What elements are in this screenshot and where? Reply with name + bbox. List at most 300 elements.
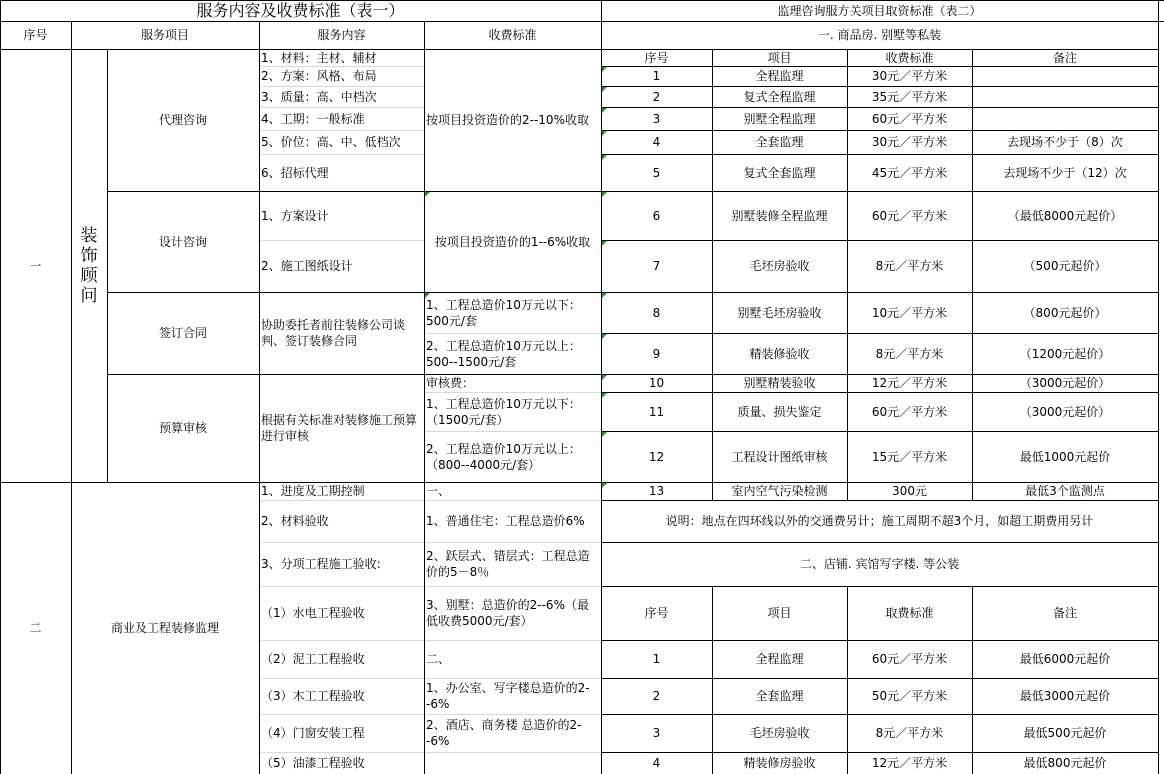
grid-line <box>972 49 973 500</box>
t2-header1-item[interactable] <box>712 49 847 66</box>
group1-name[interactable] <box>71 49 107 482</box>
t2-row8-fee[interactable] <box>847 292 972 333</box>
t2-row13-no-text: 13 <box>648 484 665 498</box>
grid-line <box>601 107 1158 108</box>
t2-row2-fee-text: 35元／平方米 <box>871 89 948 104</box>
t2-row2-2-no[interactable] <box>601 678 712 714</box>
t2-row7-note[interactable] <box>972 240 1158 292</box>
t2-row6-item-text: 别墅装修全程监理 <box>731 208 828 223</box>
group1-no-text: 一 <box>29 258 42 273</box>
sub3-fee2[interactable] <box>424 333 601 374</box>
sub4-name[interactable] <box>107 374 259 482</box>
header-item-text: 服务项目 <box>140 28 189 42</box>
sub4-content-text: 根据有关标准对装修施工预算进行审核 <box>261 413 418 443</box>
t2-row12-no[interactable] <box>601 431 712 482</box>
t2-row4-no-text: 4 <box>652 135 661 149</box>
t2-row2-1-no-text: 1 <box>652 652 661 666</box>
t2-row2-1-item-text: 全程监理 <box>755 652 804 666</box>
t2-row2-fee[interactable] <box>847 86 972 107</box>
group2-content-6[interactable] <box>259 714 424 752</box>
t2-row10-note[interactable] <box>972 374 1158 392</box>
t2-header1-fee-text: 收费标准 <box>885 50 934 65</box>
t2-row10-fee-text: 12元／平方米 <box>871 376 948 390</box>
sub1-content-4-text: 5、价位：高、中、低档次 <box>261 135 401 149</box>
header-content-text: 服务内容 <box>317 28 366 42</box>
t2-row2-4-fee-text: 12元／平方米 <box>871 756 948 770</box>
table2-section1[interactable] <box>601 21 1158 49</box>
comment-marker-icon <box>602 87 607 92</box>
t2-row12-no-text: 12 <box>648 449 665 464</box>
grid-line <box>601 86 1158 87</box>
t2-row13-note-text: 最低3个监测点 <box>1025 484 1105 498</box>
t2-row7-no[interactable] <box>601 240 712 292</box>
grid-line <box>259 66 424 67</box>
grid-line <box>424 333 601 334</box>
comment-marker-icon <box>602 67 607 72</box>
t2-row9-note[interactable] <box>972 333 1158 374</box>
group2-content-3[interactable] <box>259 586 424 640</box>
group2-fee-7[interactable] <box>424 752 601 774</box>
t2-row11-item[interactable] <box>712 392 847 431</box>
t2-row3-item[interactable] <box>712 107 847 130</box>
group2-content-4-text: （2）泥工工程验收 <box>261 652 365 666</box>
grid-line <box>601 586 1158 587</box>
grid-line <box>601 500 1158 501</box>
t2-row5-no[interactable] <box>601 154 712 191</box>
t2-row2-2-item[interactable] <box>712 678 847 714</box>
grid-line <box>259 240 424 241</box>
grid-line <box>1158 0 1159 774</box>
grid-line <box>601 0 602 774</box>
t2-row3-fee-text: 60元／平方米 <box>871 111 948 126</box>
comment-marker-icon <box>425 293 430 298</box>
grid-line <box>847 49 848 500</box>
grid-line <box>424 586 601 587</box>
t2-row4-item[interactable] <box>712 130 847 154</box>
t2-row3-no[interactable] <box>601 107 712 130</box>
sub4-content[interactable] <box>259 374 424 482</box>
t2-row12-fee[interactable] <box>847 431 972 482</box>
t2-row1-no[interactable] <box>601 66 712 86</box>
t2-row2-3-fee-text: 8元／平方米 <box>875 726 944 740</box>
header-fee[interactable] <box>424 21 601 49</box>
group2-no-text: 二 <box>29 621 42 635</box>
t2-row2-4-note[interactable] <box>972 752 1158 774</box>
grid-line <box>107 292 601 293</box>
comment-marker-icon <box>602 375 607 380</box>
sub2-content-1[interactable] <box>259 240 424 292</box>
grid-line <box>259 586 424 587</box>
group2-fee-6[interactable] <box>424 714 601 752</box>
t2-row5-item[interactable] <box>712 154 847 191</box>
table1-title[interactable] <box>0 0 601 21</box>
comment-marker-icon <box>602 241 607 246</box>
group1-no[interactable] <box>0 49 71 482</box>
grid-line <box>107 49 108 482</box>
table2-section2-text: 二、店铺. 宾馆写字楼. 等公装 <box>799 557 960 571</box>
t2-header1-no[interactable] <box>601 49 712 66</box>
t2-row11-note-text: （3000元起价） <box>1019 404 1111 419</box>
t2-row2-3-fee[interactable] <box>847 714 972 752</box>
group2-content-3-text: （1）水电工程验收 <box>261 606 365 620</box>
t2-row6-note-text: （最低8000元起价） <box>1007 208 1123 223</box>
t2-row8-note[interactable] <box>972 292 1158 333</box>
t2-row5-fee-text: 45元／平方米 <box>871 165 948 180</box>
grid-line <box>601 66 1158 67</box>
group2-content-1[interactable] <box>259 500 424 542</box>
grid-line <box>712 586 713 774</box>
header-no[interactable] <box>0 21 71 49</box>
comment-marker-icon <box>602 483 607 488</box>
t2-row7-no-text: 7 <box>652 259 661 273</box>
t2-row2-4-fee[interactable] <box>847 752 972 774</box>
t2-row11-no[interactable] <box>601 392 712 431</box>
t2-header1-note[interactable] <box>972 49 1158 66</box>
group2-content-6-text: （4）门窗安装工程 <box>261 726 365 740</box>
grid-line <box>424 678 601 679</box>
t2-row2-1-fee[interactable] <box>847 640 972 678</box>
t2-row6-item[interactable] <box>712 191 847 240</box>
header-item[interactable] <box>71 21 259 49</box>
t2-row10-no-text: 10 <box>648 376 665 390</box>
grid-line <box>0 21 1164 22</box>
t2-row2-no[interactable] <box>601 86 712 107</box>
table2-section2[interactable] <box>601 542 1158 586</box>
grid-line <box>601 154 1158 155</box>
t2-row2-1-note-text: 最低6000元起价 <box>1019 652 1111 666</box>
group2-fee-3-text: 3、别墅：总造价的2--6%（最低收费5000元/套） <box>426 598 589 628</box>
sub2-name-text: 设计咨询 <box>158 234 207 249</box>
t2-row1-item[interactable] <box>712 66 847 86</box>
grid-line <box>259 86 424 87</box>
grid-line <box>601 191 1158 192</box>
table2-title-text: 监理咨询服方关项目取资标准（表二） <box>777 3 982 18</box>
t2-row8-item[interactable] <box>712 292 847 333</box>
t2-header2-note[interactable] <box>972 586 1158 640</box>
group2-fee-6-text: 2、酒店、商务楼 总造价的2--6% <box>426 718 582 748</box>
t2-row6-fee[interactable] <box>847 191 972 240</box>
t2-row2-4-item-text: 精装修房验收 <box>743 756 816 770</box>
t2-row4-no[interactable] <box>601 130 712 154</box>
group2-name[interactable] <box>71 482 259 774</box>
t2-row12-note-text: 最低1000元起价 <box>1019 449 1111 464</box>
t2-row13-no[interactable] <box>601 482 712 500</box>
t2-row2-item[interactable] <box>712 86 847 107</box>
group2-name-text: 商业及工程装修监理 <box>110 621 219 635</box>
grid-line <box>424 431 601 432</box>
table1-title-text: 服务内容及收费标准（表一） <box>196 0 405 20</box>
t2-row3-note[interactable] <box>972 107 1158 130</box>
comment-marker-icon <box>602 293 607 298</box>
t2-row1-no-text: 1 <box>652 69 661 83</box>
t2-row8-note-text: （800元起价） <box>1023 305 1107 320</box>
sub1-fee[interactable] <box>424 49 601 191</box>
t2-row1-note[interactable] <box>972 66 1158 86</box>
t2-row9-fee-text: 8元／平方米 <box>875 346 944 361</box>
table2-title[interactable] <box>601 0 1158 21</box>
header-content[interactable] <box>259 21 424 49</box>
grid-line <box>601 431 1158 432</box>
group2-fee-0[interactable] <box>424 482 601 500</box>
comment-marker-icon <box>602 131 607 136</box>
t2-row2-1-note[interactable] <box>972 640 1158 678</box>
grid-line <box>0 49 1158 50</box>
t2-row3-no-text: 3 <box>652 111 661 126</box>
sub1-name-text: 代理咨询 <box>158 113 207 127</box>
t2-row13-note[interactable] <box>972 482 1158 500</box>
sub3-fee2-text: 2、工程总造价10万元以上：500--1500元/套 <box>426 338 581 369</box>
sub4-fee2[interactable] <box>424 431 601 482</box>
sub1-content-5-text: 6、招标代理 <box>261 165 329 180</box>
t2-row12-item[interactable] <box>712 431 847 482</box>
t2-row2-1-fee-text: 60元／平方米 <box>871 652 948 666</box>
t2-row9-note-text: （1200元起价） <box>1019 346 1111 361</box>
t2-row10-note-text: （3000元起价） <box>1019 376 1111 390</box>
grid-line <box>259 154 424 155</box>
group2-fee-2[interactable] <box>424 542 601 586</box>
t2-row7-fee-text: 8元／平方米 <box>875 259 944 273</box>
t2-row12-note[interactable] <box>972 431 1158 482</box>
sub2-content-1-text: 2、施工图纸设计 <box>261 259 353 273</box>
comment-marker-icon <box>602 393 607 398</box>
sub4-fee1[interactable] <box>424 392 601 431</box>
t2-row2-4-item[interactable] <box>712 752 847 774</box>
grid-line <box>601 333 1158 334</box>
group2-fee-3[interactable] <box>424 586 601 640</box>
group2-content-5[interactable] <box>259 678 424 714</box>
t2-row1-fee[interactable] <box>847 66 972 86</box>
t2-row13-fee[interactable] <box>847 482 972 500</box>
t2-row2-1-no[interactable] <box>601 640 712 678</box>
grid-line <box>259 542 424 543</box>
grid-line <box>847 586 848 774</box>
t2-header1-note-text: 备注 <box>1052 50 1077 65</box>
t2-row2-3-note-text: 最低500元起价 <box>1023 726 1107 740</box>
sub1-name[interactable] <box>107 49 259 191</box>
sub3-name[interactable] <box>107 292 259 374</box>
group2-fee-4-text: 二、 <box>426 652 451 666</box>
t2-row7-fee[interactable] <box>847 240 972 292</box>
t2-row2-item-text: 复式全程监理 <box>743 89 816 104</box>
sub1-content-0[interactable] <box>259 49 424 66</box>
sub4-fee1-text: 1、工程总造价10万元以下：（1500元/套） <box>426 396 581 427</box>
grid-line <box>424 714 601 715</box>
sub1-content-1[interactable] <box>259 66 424 86</box>
group2-fee-5[interactable] <box>424 678 601 714</box>
grid-line <box>601 542 1158 543</box>
group2-content-7[interactable] <box>259 752 424 774</box>
t2-row2-3-note[interactable] <box>972 714 1158 752</box>
group2-fee-5-text: 1、办公室、写字楼总造价的2--6% <box>426 681 590 711</box>
group2-content-2[interactable] <box>259 542 424 586</box>
t2-row11-note[interactable] <box>972 392 1158 431</box>
grid-line <box>107 374 601 375</box>
header-fee-text: 收费标准 <box>488 28 537 42</box>
t2-row7-item[interactable] <box>712 240 847 292</box>
table2-section1-text: 一. 商品房. 别墅等私装 <box>817 28 942 42</box>
t2-row8-fee-text: 10元／平方米 <box>871 305 948 320</box>
sub3-fee1-text: 1、工程总造价10万元以下：500元/套 <box>426 297 581 328</box>
t2-row2-3-item-text: 毛坯房验收 <box>749 726 810 740</box>
t2-header1-fee[interactable] <box>847 49 972 66</box>
group2-content-0-text: 1、进度及工期控制 <box>261 484 365 498</box>
t2-row2-4-note-text: 最低800元起价 <box>1023 756 1107 770</box>
grid-line <box>424 640 601 641</box>
t2-row4-fee-text: 30元／平方米 <box>871 135 948 149</box>
t2-row6-fee-text: 60元／平方米 <box>871 208 948 223</box>
t2-header2-fee[interactable] <box>847 586 972 640</box>
t2-row8-item-text: 别墅毛坯房验收 <box>737 305 822 320</box>
sub1-content-4[interactable] <box>259 130 424 154</box>
t2-row2-2-fee[interactable] <box>847 678 972 714</box>
t2-row4-note-text: 去现场不少于（8）次 <box>1007 135 1123 149</box>
group1-name-text: 装饰顾问 <box>80 225 98 306</box>
grid-line <box>601 714 1158 715</box>
sub1-content-5[interactable] <box>259 154 424 191</box>
t2-row9-fee[interactable] <box>847 333 972 374</box>
grid-line <box>0 482 601 483</box>
grid-line <box>601 292 1158 293</box>
t2-row11-fee-text: 60元／平方米 <box>871 404 948 419</box>
grid-line <box>259 678 424 679</box>
group2-content-5-text: （3）木工工程验收 <box>261 689 365 703</box>
t2-row3-item-text: 别墅全程监理 <box>743 111 816 126</box>
grid-line <box>601 482 1158 483</box>
sub4-fee0-text: 审核费： <box>426 376 475 390</box>
group2-fee-1-text: 1、普通住宅：工程总造价6% <box>426 514 585 528</box>
t2-row1-fee-text: 30元／平方米 <box>871 69 948 83</box>
grid-line <box>712 49 713 500</box>
grid-line <box>259 752 424 753</box>
t2-row9-item[interactable] <box>712 333 847 374</box>
sub3-content-text: 协助委托者前往装修公司谈判、签订装修合同 <box>261 318 406 348</box>
sub4-fee2-text: 2、工程总造价10万元以上：（800--4000元/套） <box>426 441 581 472</box>
sub2-name[interactable] <box>107 191 259 292</box>
sub3-fee1[interactable] <box>424 292 601 333</box>
t2-row6-note[interactable] <box>972 191 1158 240</box>
grid-line <box>601 130 1158 131</box>
t2-header2-no[interactable] <box>601 586 712 640</box>
t2-row2-3-no[interactable] <box>601 714 712 752</box>
t2-row10-fee[interactable] <box>847 374 972 392</box>
t2-row12-item-text: 工程设计图纸审核 <box>731 449 828 464</box>
t2-row12-fee-text: 15元／平方米 <box>871 449 948 464</box>
t2-row11-fee[interactable] <box>847 392 972 431</box>
sub4-name-text: 预算审核 <box>158 421 207 435</box>
t2-row2-2-note-text: 最低3000元起价 <box>1019 689 1111 703</box>
t2-row7-item-text: 毛坯房验收 <box>749 259 810 273</box>
grid-line <box>601 678 1158 679</box>
grid-line <box>424 500 601 501</box>
t2-row2-4-no[interactable] <box>601 752 712 774</box>
grid-line <box>601 640 1158 641</box>
sub3-content[interactable] <box>259 292 424 374</box>
t2-row2-no-text: 2 <box>652 89 661 104</box>
t2-row8-no[interactable] <box>601 292 712 333</box>
t2-header2-item[interactable] <box>712 586 847 640</box>
t2-row2-note[interactable] <box>972 86 1158 107</box>
t2-row6-no[interactable] <box>601 191 712 240</box>
t2-row4-item-text: 全套监理 <box>755 135 804 149</box>
grid-line <box>0 0 1 774</box>
t2-header1-item-text: 项目 <box>767 50 792 65</box>
sub4-fee0[interactable] <box>424 374 601 392</box>
t2-row5-note[interactable] <box>972 154 1158 191</box>
t2-row4-fee[interactable] <box>847 130 972 154</box>
t2-row5-item-text: 复式全套监理 <box>743 165 816 180</box>
sub1-content-2[interactable] <box>259 86 424 107</box>
group2-content-0[interactable] <box>259 482 424 500</box>
t2-row2-4-no-text: 4 <box>652 756 661 770</box>
table2-note-text: 说明：地点在四环线以外的交通费另计；施工周期不超3个月，如超工期费用另计 <box>665 514 1094 528</box>
comment-marker-icon <box>602 334 607 339</box>
sub1-content-0-text: 1、材料：主材、辅材 <box>261 50 377 65</box>
t2-row2-2-item-text: 全套监理 <box>755 689 804 703</box>
t2-row2-3-item[interactable] <box>712 714 847 752</box>
t2-row8-no-text: 8 <box>652 305 661 320</box>
t2-row2-1-item[interactable] <box>712 640 847 678</box>
t2-header1-no-text: 序号 <box>644 50 669 65</box>
sub2-fee[interactable] <box>424 191 601 292</box>
t2-row7-note-text: （500元起价） <box>1023 259 1107 273</box>
t2-row5-no-text: 5 <box>652 165 661 180</box>
t2-header2-no-text: 序号 <box>644 606 669 620</box>
sub3-name-text: 签订合同 <box>158 326 207 340</box>
grid-line <box>0 0 1164 1</box>
t2-row3-fee[interactable] <box>847 107 972 130</box>
sub2-fee-text: 按项目投资造价的1--6%收取 <box>434 234 591 249</box>
table2-note[interactable] <box>601 500 1158 542</box>
group2-content-7-text: （5）油漆工程验收 <box>261 756 365 770</box>
grid-line <box>601 374 1158 375</box>
group2-no[interactable] <box>0 482 71 774</box>
t2-row2-2-fee-text: 50元／平方米 <box>871 689 948 703</box>
comment-marker-icon <box>602 192 607 197</box>
sub1-content-3[interactable] <box>259 107 424 130</box>
grid-line <box>71 21 72 774</box>
t2-row5-note-text: 去现场不少于（12）次 <box>1003 165 1127 180</box>
t2-header2-fee-text: 取费标准 <box>885 606 934 620</box>
grid-line <box>601 392 1158 393</box>
t2-row2-2-no-text: 2 <box>652 689 661 703</box>
grid-line <box>601 752 1158 753</box>
t2-row9-no[interactable] <box>601 333 712 374</box>
grid-line <box>424 21 425 774</box>
group2-fee-1[interactable] <box>424 500 601 542</box>
t2-row10-item[interactable] <box>712 374 847 392</box>
group2-content-1-text: 2、材料验收 <box>261 514 329 528</box>
t2-row9-no-text: 9 <box>652 346 661 361</box>
sub2-content-0[interactable] <box>259 191 424 240</box>
group2-fee-4[interactable] <box>424 640 601 678</box>
group2-content-4[interactable] <box>259 640 424 678</box>
group2-fee-2-text: 2、跃层式、错层式：工程总造价的5－8％ <box>426 549 590 579</box>
t2-row13-item-text: 室内空气污染检测 <box>731 484 828 498</box>
t2-row6-no-text: 6 <box>652 208 661 223</box>
sub1-content-1-text: 2、方案：风格、布局 <box>261 69 377 83</box>
sub2-content-0-text: 1、方案设计 <box>261 208 329 223</box>
t2-row5-fee[interactable] <box>847 154 972 191</box>
grid-line <box>601 240 1158 241</box>
group2-fee-0-text: 一、 <box>426 484 451 498</box>
t2-row4-note[interactable] <box>972 130 1158 154</box>
t2-row2-3-no-text: 3 <box>652 726 661 740</box>
t2-row11-no-text: 11 <box>648 404 665 419</box>
t2-row10-no[interactable] <box>601 374 712 392</box>
t2-row13-item[interactable] <box>712 482 847 500</box>
grid-line <box>424 752 601 753</box>
t2-row2-2-note[interactable] <box>972 678 1158 714</box>
